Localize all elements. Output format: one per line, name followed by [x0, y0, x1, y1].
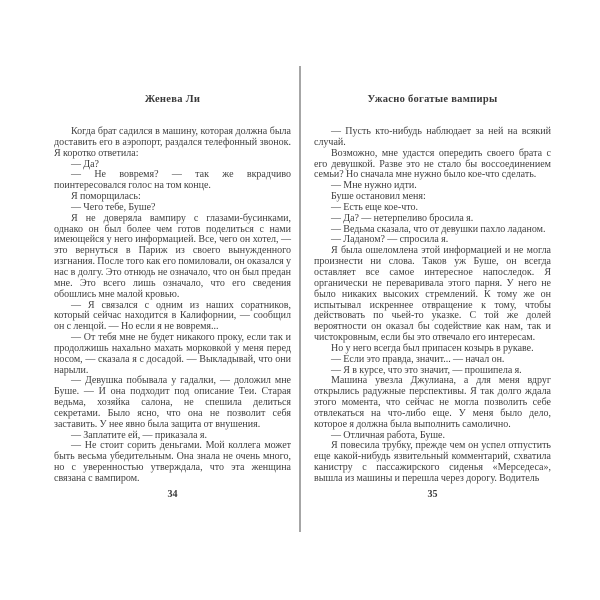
right-page-body: [314, 127, 551, 485]
left-page: [54, 94, 291, 500]
right-page: [314, 94, 551, 500]
paragraph: — Чего тебе, Буше?: [71, 201, 156, 213]
page-divider: [299, 66, 301, 532]
left-page-number: 34: [167, 489, 178, 500]
paragraph: Но у него всегда был припасен козырь в рукаве.: [331, 342, 534, 354]
paragraph: Машина увезла Джулиана, а для меня вдруг открылись радужные перспективы. Я так долго ждала этого момента, что сейчас не могла позволить себе отвлекаться на что-либо еще. У меня было дело, которое я должна была выполнить самолично.: [314, 375, 551, 430]
paragraph: Я не доверяла вампиру с глазами-бусинками, однако он был более чем готов поделиться с нами имеющейся у него информацией. Все, чего он хотел, — это вернуться в Париж из своего вынужденного изгнания. После того как его помиловали, он оказался у нас в долгу. Это отнюдь не означало, что он был предан мне. Это всего лишь означало, что его сведения обошлись мне малой кровью.: [54, 212, 291, 300]
paragraph: Я поморщилась:: [71, 191, 141, 203]
paragraph: — От тебя мне не будет никакого проку, если так и продолжишь нахально махать морковкой у меня перед носом, — сказала я с досадой. — Выкладывай, что они нарыли.: [54, 332, 291, 376]
right-page-number: 35: [427, 489, 438, 500]
paragraph: Я была ошеломлена этой информацией и не могла произнести ни слова. Таков уж Буше, он всегда оставляет все самое интересное напоследок. Я органически не переваривала этого парня. У него не было никаких высоких стремлений. К тому же он испытывал искреннее отвращение к тому, чтобы действовать по чьей-то указке. С той же долей вероятности он оказал бы содействие как нам, так и чистокровным, если бы это отвечало его интересам.: [314, 245, 551, 344]
paragraph: — Отличная работа, Буше.: [331, 429, 445, 441]
paragraph: — Да? — нетерпеливо бросила я.: [331, 212, 474, 224]
paragraph: — Ладаном? — спросила я.: [331, 234, 449, 246]
paragraph: — Мне нужно идти.: [331, 180, 417, 192]
paragraph: — Не вовремя? — так же вкрадчиво поинтересовался голос на том конце.: [54, 169, 291, 192]
paragraph: Я повесила трубку, прежде чем он успел отпустить еще какой-нибудь язвительный комментарий, схватила канистру с пассажирского сиденья «Мерседеса», вышла из машины и перешла через дорогу. Водитель: [314, 440, 551, 484]
paragraph: — Пусть кто-нибудь наблюдает за ней на всякий случай.: [314, 126, 551, 148]
paragraph: — Девушка побывала у гадалки, — доложил мне Буше. — И она подходит под описание Теи. Старая ведьма, хозяйка салона, не спешила делиться секретами. Было ясно, что она не позволит себя заставить. У нее явно была защита от внушения.: [54, 375, 291, 430]
left-page-body: [54, 127, 291, 485]
paragraph: Возможно, мне удастся опередить своего брата с его девушкой. Разве это не стало бы воссоединением семьи? Но сначала мне нужно было кое-что сделать.: [314, 147, 551, 181]
paragraph: — Я в курсе, что это значит, — прошипела я.: [331, 364, 522, 376]
left-running-header: Женева Ли: [144, 94, 201, 105]
paragraph: — Если это правда, значит... — начал он.: [331, 353, 505, 365]
paragraph: — Не стоит сорить деньгами. Мой коллега может быть весьма убедительным. Она знала не очень много, но с уверенностью утверждала, что эта женщина связана с вампиром.: [54, 440, 291, 484]
paragraph: — Я связался с одним из наших соратников, который сейчас находится в Калифорнии, — сообщил он с ленцой. — Но если я не вовремя...: [54, 299, 291, 333]
paragraph: Когда брат садился в машину, которая должна была доставить его в аэропорт, раздался телефонный звонок. Я коротко ответила:: [54, 126, 291, 159]
right-running-header: Ужасно богатые вампиры: [367, 94, 498, 105]
paragraph: — Ведьма сказала, что от девушки пахло ладаном.: [331, 223, 546, 235]
paragraph: — Да?: [71, 158, 99, 170]
paragraph: — Заплатите ей, — приказала я.: [71, 429, 208, 441]
paragraph: Буше остановил меня:: [331, 191, 426, 203]
paragraph: — Есть еще кое-что.: [331, 201, 418, 213]
